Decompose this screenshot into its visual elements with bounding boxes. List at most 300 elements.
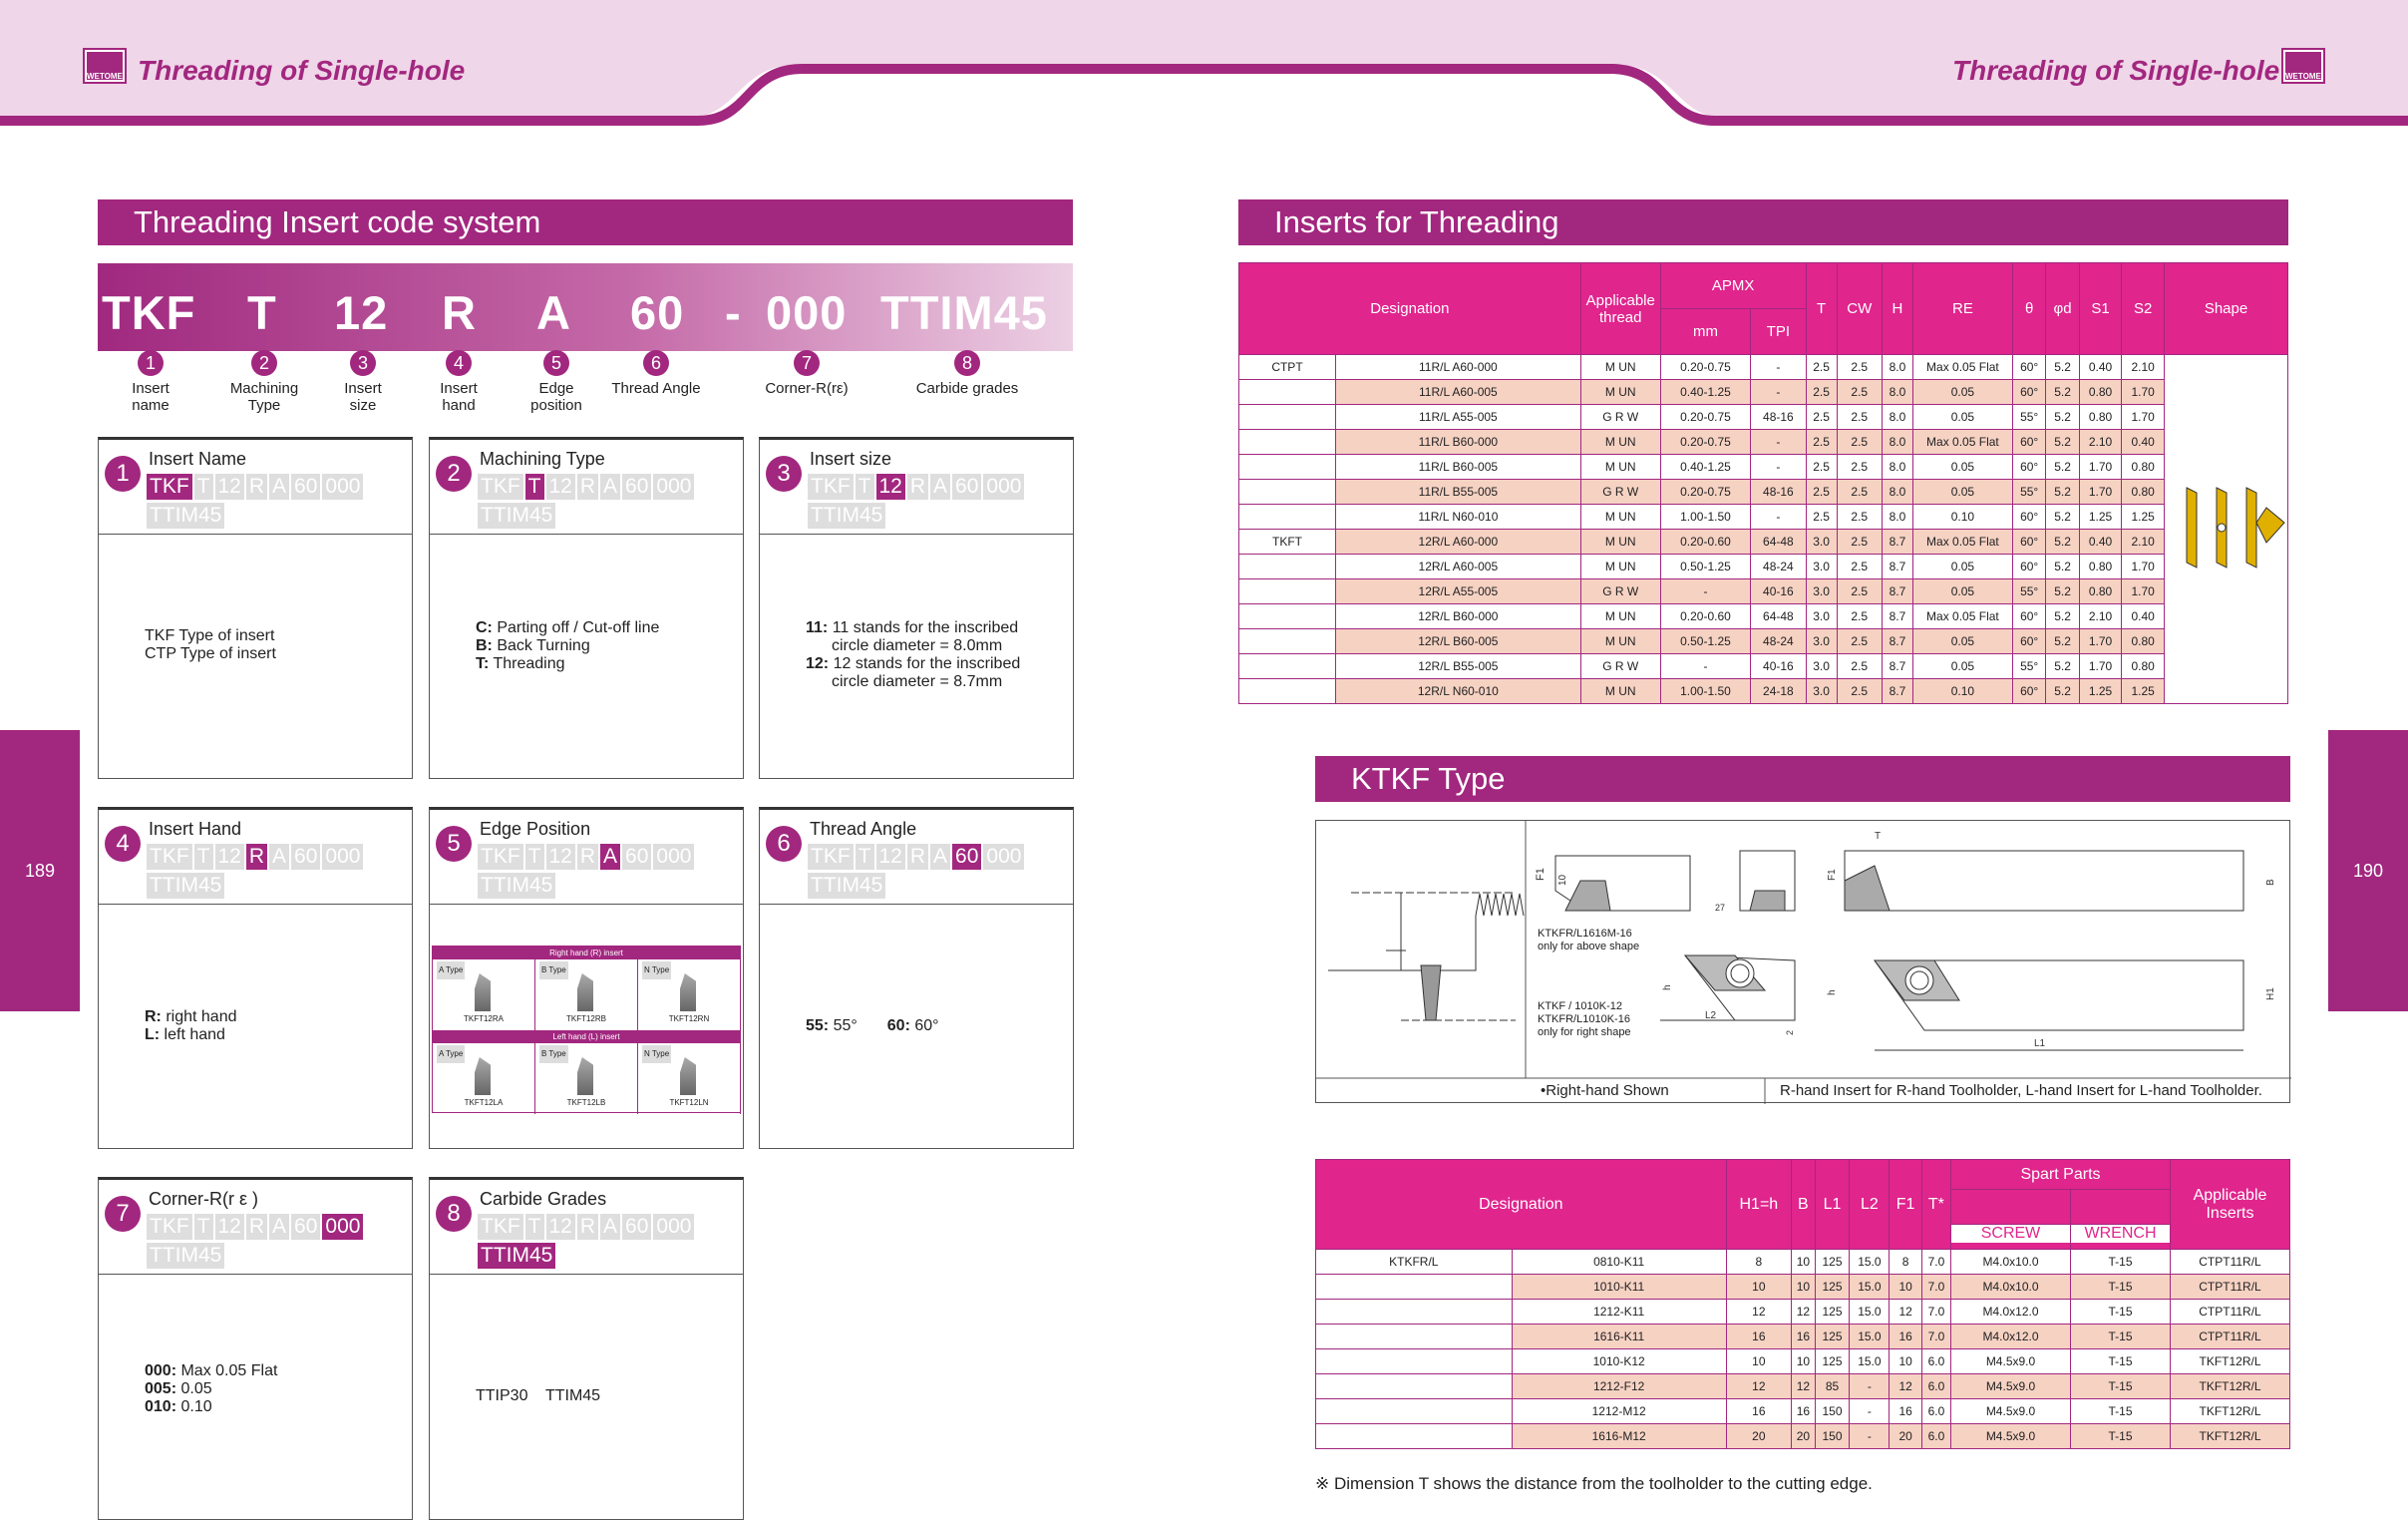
table-row — [1239, 505, 2288, 530]
card-token: 60 — [622, 844, 651, 870]
description-line — [476, 637, 659, 655]
table-cell: M4.5x9.0 — [1951, 1399, 2071, 1424]
col-s1: S1 — [2079, 263, 2122, 355]
table-cell: 48-24 — [1751, 555, 1806, 579]
table-cell: 0810-K11 — [1512, 1250, 1726, 1275]
edge-type-label: B Type — [539, 1045, 568, 1063]
table-cell: 2.5 — [1837, 555, 1882, 579]
col-phid: φd — [2046, 263, 2079, 355]
table-cell: 2.5 — [1837, 380, 1882, 405]
table-cell: 125 — [1815, 1325, 1850, 1349]
table-cell: Max 0.05 Flat — [1912, 530, 2012, 555]
header-title-left: Threading of Single-hole — [138, 55, 466, 86]
thread-angles — [806, 1017, 939, 1035]
card-token: 60 — [622, 474, 651, 500]
card-title: Thread Angle — [810, 819, 917, 839]
card-token: TTIM45 — [808, 503, 885, 529]
section-title-code-system: Threading Insert code system — [98, 199, 1073, 245]
table-cell: 3.0 — [1806, 604, 1837, 629]
edge-insert-code: TKFT12RN — [668, 1014, 710, 1023]
line-text: 12 stands for the inscribed — [829, 655, 1021, 672]
col-screw: SCREW — [1951, 1190, 2071, 1250]
card-token: A — [600, 474, 620, 500]
table-cell — [1239, 430, 1336, 455]
edge-insert-code: TKFT12LN — [669, 1098, 709, 1107]
table-cell: 60° — [2012, 555, 2045, 579]
card-number: 5 — [436, 826, 472, 862]
table-cell: - — [1660, 654, 1750, 679]
code-token: R — [442, 286, 477, 339]
edge-type-label: N Type — [642, 961, 671, 979]
card-token: 000 — [322, 844, 363, 870]
card-body — [430, 536, 743, 778]
edge-insert-code: TKFT12LB — [566, 1098, 606, 1107]
table-cell: 0.40-1.25 — [1660, 455, 1750, 480]
edge-type-cell — [433, 959, 535, 1030]
card-token: 12 — [546, 474, 575, 500]
description-line — [806, 673, 1020, 691]
table-cell: 5.2 — [2046, 505, 2079, 530]
table-row — [1316, 1374, 2290, 1399]
edge-type-label: A Type — [437, 961, 465, 979]
edge-insert-code: TKFT12RA — [463, 1014, 504, 1023]
edge-insert-code: TKFT12LA — [464, 1098, 504, 1107]
line-code: R: — [145, 1008, 162, 1025]
inserts-table — [1238, 262, 2288, 704]
angle-code: 60: — [886, 1017, 910, 1034]
table-cell: 2.5 — [1837, 604, 1882, 629]
carbide-grades: TTIP30 TTIM45 — [476, 1387, 601, 1404]
table-cell: 5.2 — [2046, 654, 2079, 679]
table-cell: CTPT11R/L — [2171, 1325, 2290, 1349]
line-code: B: — [476, 637, 493, 654]
dim-f1-a: F1 — [1535, 868, 1547, 881]
table-row — [1239, 679, 2288, 704]
table-cell: CTPT11R/L — [2171, 1300, 2290, 1325]
card-token: R — [577, 1214, 598, 1240]
card-token: T — [525, 844, 544, 870]
table-cell: M UN — [1580, 530, 1660, 555]
table-cell: 2.5 — [1837, 355, 1882, 380]
table-row — [1316, 1325, 2290, 1349]
label-ktkf1010-block — [1538, 1000, 1631, 1039]
table-cell: 0.40 — [2122, 430, 2165, 455]
card-token: 12 — [546, 844, 575, 870]
card-token: T — [194, 844, 213, 870]
card-title: Corner-R(r ε ) — [149, 1189, 259, 1209]
table-cell: 6.0 — [1921, 1349, 1950, 1374]
table-cell: CTPT — [1239, 355, 1336, 380]
col-s2: S2 — [2122, 263, 2165, 355]
table-cell: 15.0 — [1850, 1325, 1890, 1349]
table-cell: KTKFR/L — [1316, 1250, 1513, 1275]
card-description — [145, 1362, 277, 1416]
code-token: 000 — [766, 286, 848, 339]
insert-shape-icon — [475, 1057, 491, 1095]
edge-type-cell — [638, 1043, 741, 1114]
table-cell: 11R/L A60-005 — [1335, 380, 1580, 405]
card-token: TKF — [478, 474, 523, 500]
table-cell: 0.05 — [1912, 405, 2012, 430]
table-cell: 1616-M12 — [1512, 1424, 1726, 1449]
card-token: A — [600, 1214, 620, 1240]
table-cell: CTPT11R/L — [2171, 1275, 2290, 1300]
table-cell: 55° — [2012, 654, 2045, 679]
table-cell: T-15 — [2071, 1399, 2171, 1424]
card-token: TKF — [808, 844, 854, 870]
table-cell: 12 — [1890, 1374, 1921, 1399]
table-cell: M4.0x10.0 — [1951, 1275, 2071, 1300]
card-token: 12 — [215, 1214, 244, 1240]
code-token: 60 — [630, 286, 685, 339]
header-title-right: Threading of Single-hole — [1952, 55, 2280, 86]
col-t: T — [1806, 263, 1837, 355]
label-ktkf1616: KTKFR/L1616M-16 — [1538, 928, 1632, 940]
card-title: Insert size — [810, 449, 892, 469]
line-code: 12: — [806, 655, 830, 672]
card-token: TKF — [478, 844, 523, 870]
table-cell — [1239, 405, 1336, 430]
table-cell: 5.2 — [2046, 430, 2079, 455]
col-t: T* — [1921, 1160, 1950, 1250]
card-token-row — [478, 1212, 747, 1270]
table-cell: 5.2 — [2046, 530, 2079, 555]
table-cell: 2.5 — [1837, 530, 1882, 555]
table-cell: 55° — [2012, 405, 2045, 430]
card-token: 60 — [952, 474, 981, 500]
table-cell: M4.5x9.0 — [1951, 1374, 2071, 1399]
table-cell: 8.7 — [1882, 679, 1912, 704]
table-cell: 1.25 — [2079, 505, 2122, 530]
table-cell: 2.10 — [2122, 355, 2165, 380]
table-cell: 0.20-0.75 — [1660, 355, 1750, 380]
table-cell: 0.50-1.25 — [1660, 555, 1750, 579]
table-cell: 5.2 — [2046, 455, 2079, 480]
table-cell: 55° — [2012, 480, 2045, 505]
line-code: L: — [145, 1026, 161, 1043]
label-ktkf1010k12: KTKF / 1010K-12 — [1538, 1000, 1622, 1012]
table-cell — [1316, 1424, 1513, 1449]
table-cell: 60° — [2012, 629, 2045, 654]
table-cell: - — [1751, 380, 1806, 405]
table-cell: 1.70 — [2079, 629, 2122, 654]
code-label-number: 3 — [350, 350, 376, 376]
table-cell: 7.0 — [1921, 1300, 1950, 1325]
table-cell: 150 — [1815, 1399, 1850, 1424]
description-line — [145, 1362, 277, 1380]
table-row — [1239, 455, 2288, 480]
table-cell: 2.10 — [2122, 530, 2165, 555]
table-cell: 3.0 — [1806, 654, 1837, 679]
table-cell: 5.2 — [2046, 679, 2079, 704]
description-line — [145, 1380, 277, 1398]
table-cell — [1239, 505, 1336, 530]
table-cell — [1239, 579, 1336, 604]
table-cell: M4.5x9.0 — [1951, 1349, 2071, 1374]
description-line — [806, 637, 1020, 655]
table-cell: 8.0 — [1882, 505, 1912, 530]
table-cell: 12R/L A55-005 — [1335, 579, 1580, 604]
card-token: TTIM45 — [478, 873, 555, 899]
line-text: circle diameter = 8.0mm — [832, 637, 1003, 654]
table-cell: 48-16 — [1751, 480, 1806, 505]
col-f1: F1 — [1890, 1160, 1921, 1250]
table-cell: 60° — [2012, 505, 2045, 530]
table-cell: 15.0 — [1850, 1275, 1890, 1300]
card-token: A — [600, 844, 620, 870]
table-cell — [1239, 455, 1336, 480]
card-token: 000 — [983, 844, 1024, 870]
table-cell: 2.5 — [1837, 480, 1882, 505]
table-cell — [1239, 679, 1336, 704]
table-cell: 0.80 — [2122, 455, 2165, 480]
table-cell: 0.80 — [2122, 629, 2165, 654]
card-token: TTIM45 — [147, 503, 224, 529]
table-cell: 0.20-0.75 — [1660, 480, 1750, 505]
table-cell: 3.0 — [1806, 555, 1837, 579]
table-cell: T-15 — [2071, 1325, 2171, 1349]
card-header — [99, 1180, 412, 1275]
col-theta: θ — [2012, 263, 2045, 355]
col-wrench: WRENCH — [2071, 1190, 2171, 1250]
brand-logo: WETOMET — [85, 50, 125, 82]
table-cell: 12 — [1726, 1374, 1791, 1399]
card-number: 1 — [105, 456, 141, 492]
code-token: T — [247, 286, 277, 339]
table-cell: 12R/L N60-010 — [1335, 679, 1580, 704]
ktkf-diagram — [1315, 820, 2290, 1103]
code-card — [429, 807, 744, 1149]
card-token: T — [194, 1214, 213, 1240]
dim-h-a: h — [1662, 984, 1673, 990]
note-hand-match: R-hand Insert for R-hand Toolholder, L-hand Insert for L-hand Toolholder. — [1780, 1082, 2262, 1099]
card-description — [806, 619, 1020, 691]
code-label-number: 8 — [954, 350, 980, 376]
page-number-left: 189 — [0, 730, 80, 1011]
table-row — [1316, 1250, 2290, 1275]
table-cell: T-15 — [2071, 1250, 2171, 1275]
table-cell: 0.20-0.60 — [1660, 604, 1750, 629]
card-number: 6 — [766, 826, 802, 862]
table-cell: 0.80 — [2122, 654, 2165, 679]
table-cell: 20 — [1726, 1424, 1791, 1449]
table-row — [1316, 1424, 2290, 1449]
table-cell: 40-16 — [1751, 654, 1806, 679]
line-text: Parting off / Cut-off line — [492, 619, 660, 636]
table-cell: 0.80 — [2079, 555, 2122, 579]
table-cell: 8.0 — [1882, 430, 1912, 455]
edge-type-label: A Type — [437, 1045, 465, 1063]
code-label-number: 4 — [446, 350, 472, 376]
table-cell: 15.0 — [1850, 1250, 1890, 1275]
table-cell: - — [1850, 1399, 1890, 1424]
card-header — [99, 440, 412, 535]
table-cell: 5.2 — [2046, 579, 2079, 604]
code-label-number: 5 — [543, 350, 569, 376]
code-token: - — [725, 286, 742, 339]
col-h: H — [1882, 263, 1912, 355]
table-cell: 11R/L B60-005 — [1335, 455, 1580, 480]
section-title-inserts: Inserts for Threading — [1238, 199, 2288, 245]
table-cell: 2.5 — [1837, 579, 1882, 604]
description-line — [806, 619, 1020, 637]
table-cell: 12R/L B55-005 — [1335, 654, 1580, 679]
edge-position-diagram — [432, 946, 741, 1113]
table-cell: M UN — [1580, 505, 1660, 530]
table-cell: 15.0 — [1850, 1300, 1890, 1325]
table-cell: 15.0 — [1850, 1349, 1890, 1374]
table-cell: - — [1660, 579, 1750, 604]
card-token: TKF — [808, 474, 854, 500]
table-cell: 3.0 — [1806, 629, 1837, 654]
card-token: 12 — [546, 1214, 575, 1240]
col-h1h: H1=h — [1726, 1160, 1791, 1250]
table-cell: 85 — [1815, 1374, 1850, 1399]
table-cell: 1.70 — [2079, 654, 2122, 679]
table-cell: 10 — [1726, 1349, 1791, 1374]
card-token: A — [269, 1214, 289, 1240]
card-token-row — [147, 1212, 416, 1270]
table-cell: 6.0 — [1921, 1399, 1950, 1424]
col-l1: L1 — [1815, 1160, 1850, 1250]
dim-l2: L2 — [1705, 1010, 1717, 1021]
table-cell: 11R/L N60-010 — [1335, 505, 1580, 530]
card-header — [99, 810, 412, 905]
table-cell: 125 — [1815, 1275, 1850, 1300]
card-token: TKF — [147, 474, 192, 500]
page-number-right: 190 — [2328, 730, 2408, 1011]
card-token: R — [577, 844, 598, 870]
table-cell: 10 — [1792, 1275, 1816, 1300]
table-cell: 1616-K11 — [1512, 1325, 1726, 1349]
table-cell — [1316, 1325, 1513, 1349]
angle-code: 55: — [806, 1017, 830, 1034]
card-token-row — [478, 842, 747, 900]
table-cell: 5.2 — [2046, 405, 2079, 430]
table-cell: 2.5 — [1806, 355, 1837, 380]
card-header — [430, 1180, 743, 1275]
card-token: R — [577, 474, 598, 500]
code-card — [429, 1177, 744, 1520]
line-code: 11: — [806, 619, 829, 636]
description-line — [806, 655, 1020, 673]
table-cell: 0.05 — [1912, 455, 2012, 480]
dim-h-b: h — [1827, 989, 1838, 995]
section-title-ktkf: KTKF Type — [1315, 756, 2290, 802]
table-row — [1239, 654, 2288, 679]
table-cell: 1212-F12 — [1512, 1374, 1726, 1399]
label-ktkf1616-block — [1538, 928, 1639, 953]
table-cell: 125 — [1815, 1349, 1850, 1374]
table-cell: 0.05 — [1912, 380, 2012, 405]
line-text: circle diameter = 8.7mm — [832, 673, 1003, 690]
card-token: TKF — [478, 1214, 523, 1240]
card-number: 8 — [436, 1196, 472, 1232]
card-token-row — [478, 472, 747, 530]
table-cell: 60° — [2012, 455, 2045, 480]
card-token: 12 — [215, 474, 244, 500]
card-number: 2 — [436, 456, 472, 492]
table-cell: 2.5 — [1837, 629, 1882, 654]
card-token: TTIM45 — [147, 873, 224, 899]
insert-shape-icon — [475, 973, 491, 1011]
table-cell: 2.5 — [1806, 480, 1837, 505]
card-token-row — [808, 842, 1077, 900]
card-title: Insert Name — [149, 449, 247, 469]
table-cell: 16 — [1726, 1399, 1791, 1424]
table-cell: 5.2 — [2046, 604, 2079, 629]
edge-type-cell — [535, 1043, 638, 1114]
card-token: 60 — [291, 1214, 320, 1240]
table-cell: 8 — [1726, 1250, 1791, 1275]
col-shape: Shape — [2165, 263, 2288, 355]
card-token-row — [147, 472, 416, 530]
table-cell: 12 — [1792, 1300, 1816, 1325]
col-applicable-inserts: Applicable Inserts — [2171, 1160, 2290, 1250]
card-title: Insert Hand — [149, 819, 242, 839]
table-cell: 1.00-1.50 — [1660, 505, 1750, 530]
table-cell: 1212-K11 — [1512, 1300, 1726, 1325]
table-cell: 12 — [1726, 1300, 1791, 1325]
note-right-hand: •Right-hand Shown — [1541, 1082, 1669, 1099]
card-token: 000 — [322, 1214, 363, 1240]
description-line: TKF Type of insert — [145, 627, 275, 644]
brand-logo-right: WETOMET — [2283, 50, 2323, 82]
line-code: 005: — [145, 1380, 177, 1397]
table-row — [1239, 629, 2288, 654]
table-cell: 0.50-1.25 — [1660, 629, 1750, 654]
table-cell — [1316, 1275, 1513, 1300]
table-cell: 0.10 — [1912, 505, 2012, 530]
table-cell: 12R/L B60-000 — [1335, 604, 1580, 629]
col-b: B — [1792, 1160, 1816, 1250]
table-cell: 60° — [2012, 530, 2045, 555]
line-text: Back Turning — [492, 637, 590, 654]
table-cell: Max 0.05 Flat — [1912, 604, 2012, 629]
card-body — [760, 536, 1073, 778]
table-row — [1239, 480, 2288, 505]
dim-2: 2 — [1785, 1029, 1795, 1035]
table-cell: 11R/L A55-005 — [1335, 405, 1580, 430]
line-code: C: — [476, 619, 493, 636]
card-header — [430, 440, 743, 535]
line-code: 000: — [145, 1362, 177, 1379]
insert-shape-icon — [680, 1057, 696, 1095]
table-cell: G R W — [1580, 480, 1660, 505]
description-line — [145, 1026, 237, 1044]
card-token: T — [856, 474, 874, 500]
table-cell: - — [1751, 430, 1806, 455]
code-label-number: 7 — [794, 350, 820, 376]
table-cell: G R W — [1580, 654, 1660, 679]
table-cell: T-15 — [2071, 1275, 2171, 1300]
card-token: R — [246, 474, 267, 500]
line-text: left hand — [160, 1026, 225, 1043]
code-token: 12 — [334, 286, 389, 339]
code-card — [759, 807, 1074, 1149]
table-cell: 0.20-0.75 — [1660, 430, 1750, 455]
table-cell: TKFT — [1239, 530, 1336, 555]
angle-text: 55° — [829, 1017, 858, 1034]
table-cell: M4.0x10.0 — [1951, 1250, 2071, 1275]
table-cell: 55° — [2012, 579, 2045, 604]
table-cell: T-15 — [2071, 1424, 2171, 1449]
table-cell: 60° — [2012, 604, 2045, 629]
dim-10: 10 — [1557, 874, 1568, 886]
table-cell: 24-18 — [1751, 679, 1806, 704]
col-tpi: TPI — [1751, 309, 1806, 355]
card-number: 7 — [105, 1196, 141, 1232]
